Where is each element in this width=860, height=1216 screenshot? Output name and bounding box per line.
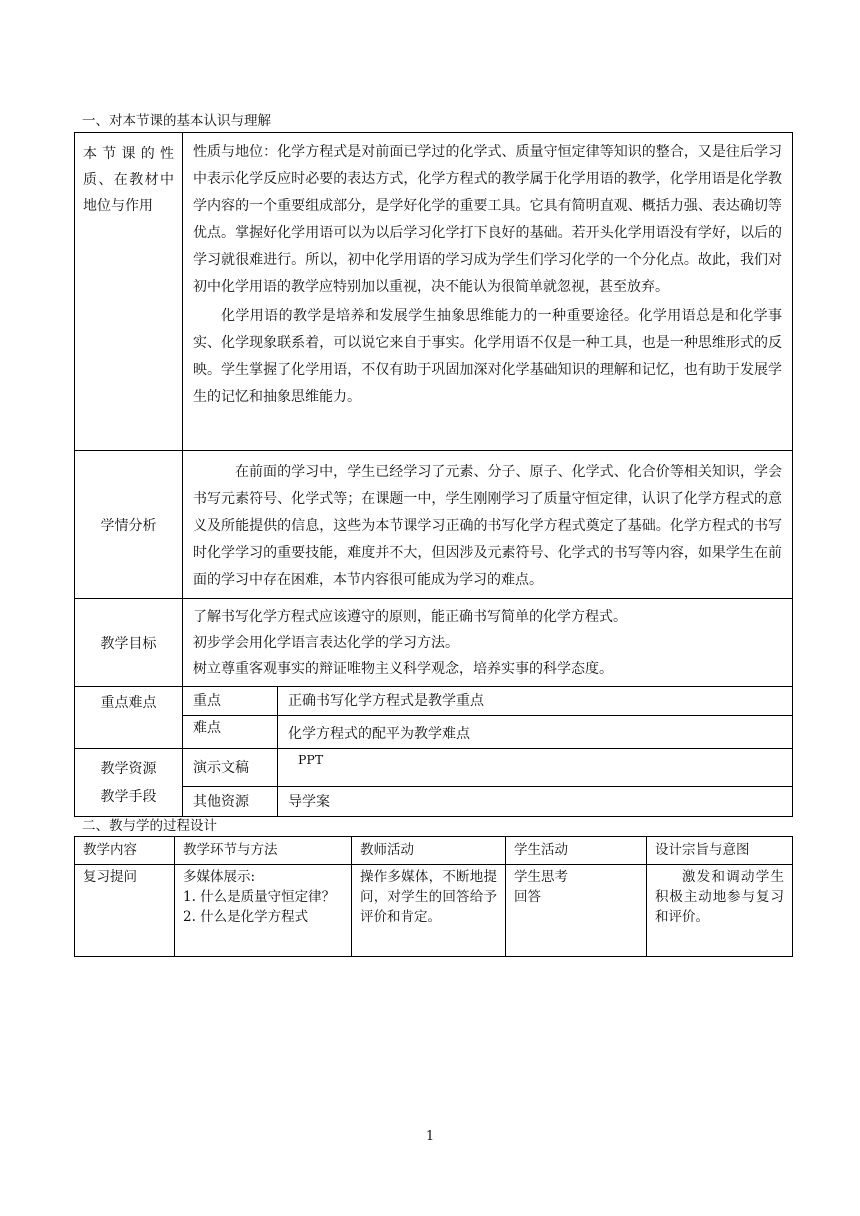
slides-value-cell: [278, 749, 793, 787]
resources-label-line1: 教学资源: [100, 760, 157, 777]
content-cell: [75, 865, 175, 957]
page-number: 1: [425, 1129, 435, 1144]
slides-label: 演示文稿: [193, 759, 249, 776]
other-label: 其他资源: [193, 793, 249, 810]
students-text: 在前面的学习中，学生已经学习了元素、分子、原子、化学式、化合价等相关知识，学会书写元素符号、化学式等；在课题一中，学生刚刚学习了质量守恒定律，认识了化学方程式的意义及所能提供的信息，这些为本节课学习正确的书写化学方程式奠定了基础。化学方程式的书写时化学学习的重要技能，难度并不大，但因涉及元素符号、化学式的书写等内容，如果学生在前面的学习中存在困难，本节内容很可能成为学习的难点。: [193, 464, 782, 588]
student-line: 学生思考: [514, 869, 568, 885]
difficulty-text-cell: [278, 716, 793, 749]
method-line: 1. 什么是质量守恒定律？: [183, 889, 336, 905]
resources-label-line2: 教学手段: [100, 788, 157, 805]
nature-paragraph-2: 化学用语的教学是培养和发展学生抽象思维能力的一种重要途径。化学用语总是和化学事实、化学现象联系着，可以说它来自于事实。化学用语不仅是一种工具，也是一种思维形式的反映。学生掌握了化学用语，不仅有助于巩固加深对化学基础知识的理解和记忆，也有助于发展学生的记忆和抽象思维能力。: [193, 308, 782, 405]
goals-content-cell: [183, 599, 793, 687]
key-label-cell: [183, 687, 278, 716]
header-cell: 设计宗旨与意图: [647, 837, 793, 865]
key-text-cell: [278, 687, 793, 716]
difficulty-label-cell: [183, 716, 278, 749]
section2-heading: 二、教与学的过程设计: [82, 818, 217, 834]
basic-understanding-table: [74, 132, 793, 817]
nature-label-cell: [75, 133, 183, 451]
method-cell: [175, 865, 352, 957]
header-cell: 教学环节与方法: [175, 837, 352, 865]
nature-label: 本节课的性质、在教材中地位与作用: [83, 146, 174, 214]
students-label: 学情分析: [100, 517, 157, 534]
teacher-cell: [352, 865, 506, 957]
section1-heading: 一、对本节课的基本认识与理解: [82, 113, 271, 129]
goal-item: 了解书写化学方程式应该遵守的原则，能正确书写简单的化学方程式。: [193, 609, 627, 625]
teacher-text: 操作多媒体，不断地提问，对学生的回答给予评价和肯定。: [360, 869, 497, 925]
students-content-cell: [183, 451, 793, 599]
key-text: 正确书写化学方程式是教学重点: [288, 693, 484, 709]
student-cell: [506, 865, 647, 957]
other-value: 导学案: [288, 793, 330, 810]
header-cell: 学生活动: [506, 837, 647, 865]
slides-value: PPT: [298, 752, 324, 767]
difficulty-label: 难点: [193, 720, 221, 736]
nature-paragraph-1: 性质与地位：化学方程式是对前面已学过的化学式、质量守恒定律等知识的整合，又是往后学习中表示化学反应时必要的表达方式，化学方程式的教学属于化学用语的教学，化学用语是化学教学内容的一个重要组成部分，是学好化学的重要工具。它具有简明直观、概括力强、表达确切等优点。掌握好化学用语可以为以后学习化学打下良好的基础。若开头化学用语没有学好，以后的学习就很难进行。所以，初中化学用语的学习成为学生们学习化学的一个分化点。故此，我们对初中化学用语的教学应特别加以重视，决不能认为很简单就忽视，甚至放弃。: [193, 144, 782, 295]
other-label-cell: [183, 787, 278, 817]
slides-label-cell: [183, 749, 278, 787]
purpose-cell: [647, 865, 793, 957]
keypoints-label-cell: [75, 687, 183, 749]
header-cell: 教师活动: [352, 837, 506, 865]
other-value-cell: [278, 787, 793, 817]
method-line: 多媒体展示:: [183, 869, 256, 885]
goals-label-cell: [75, 599, 183, 687]
resources-label-cell: [75, 749, 183, 817]
nature-content-cell: [183, 133, 793, 451]
content-text: 复习提问: [83, 869, 137, 885]
difficulty-text: 化学方程式的配平为教学难点: [288, 726, 470, 742]
purpose-text: 激发和调动学生积极主动地参与复习和评价。: [655, 869, 784, 925]
goal-item: 初步学会用化学语言表达化学的学习方法。: [193, 635, 459, 651]
key-label: 重点: [193, 693, 221, 709]
keypoints-label: 重点难点: [100, 695, 157, 711]
student-line: 回答: [514, 889, 541, 905]
students-label-cell: [75, 451, 183, 599]
goals-label: 教学目标: [100, 635, 157, 652]
process-design-table: [74, 836, 793, 957]
goal-item: 树立尊重客观事实的辩证唯物主义科学观念，培养实事的科学态度。: [193, 661, 613, 677]
method-line: 2. 什么是化学方程式: [183, 909, 309, 925]
header-cell: 教学内容: [75, 837, 175, 865]
